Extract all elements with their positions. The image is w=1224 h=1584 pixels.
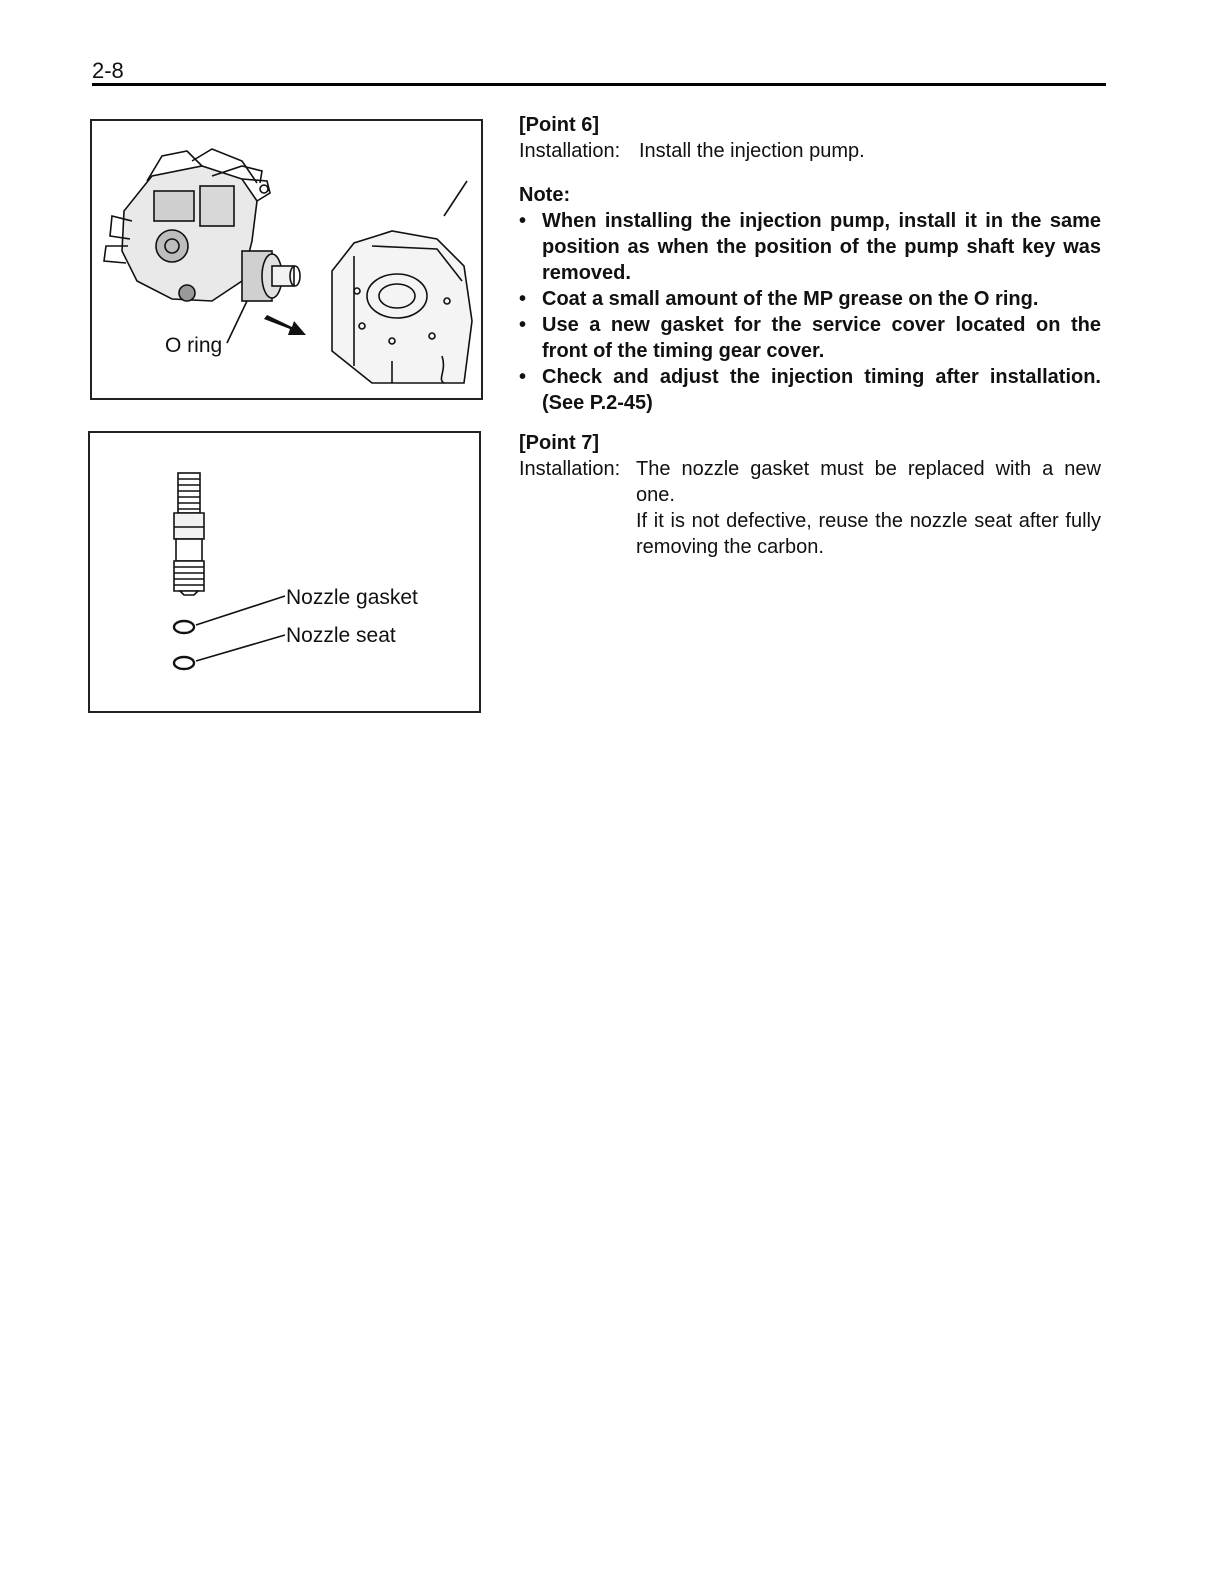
note-item: • Coat a small amount of the MP grease on the O ring. — [519, 288, 1039, 310]
installation-label: Installation: — [519, 140, 621, 162]
installation-line: If it is not defective, reuse the nozzle seat after fully removing the carbon. — [636, 510, 1101, 558]
note-item: • Check and adjust the injection timing after installation. (See P.2-45) — [519, 366, 1101, 414]
point6-installation — [519, 138, 1101, 164]
note-item: • When installing the injection pump, install it in the same position as when the position of the pump shaft key was removed. — [519, 210, 1101, 284]
bullet-icon: • — [519, 366, 527, 388]
installation-text: Install the injection pump. — [639, 140, 865, 162]
bullet-icon: • — [519, 288, 527, 310]
o-ring-label: O ring — [165, 334, 223, 357]
point7-installation — [519, 456, 1101, 560]
bullet-icon: • — [519, 314, 527, 336]
header-rule — [92, 83, 1106, 86]
nozzle-illustration — [90, 433, 479, 711]
bullet-icon: • — [519, 210, 527, 232]
page-number: 2-8 — [92, 58, 124, 83]
note-list — [519, 208, 1101, 416]
note-heading: Note: — [519, 184, 571, 206]
instruction-text-column — [519, 112, 1101, 560]
installation-line: The nozzle gasket must be replaced with a new one. — [636, 458, 1101, 506]
note-item: • Use a new gasket for the service cover located on the front of the timing gear cover. — [519, 314, 1101, 362]
injection-pump-figure — [90, 119, 483, 400]
nozzle-figure — [88, 431, 481, 713]
nozzle-gasket-label: Nozzle gasket — [286, 586, 418, 609]
installation-label: Installation: — [519, 458, 621, 480]
nozzle-seat-label: Nozzle seat — [286, 624, 396, 647]
injection-pump-illustration — [92, 121, 481, 398]
point6-heading: [Point 6] — [519, 114, 599, 136]
installation-body — [636, 456, 1101, 560]
point7-heading: [Point 7] — [519, 432, 599, 454]
